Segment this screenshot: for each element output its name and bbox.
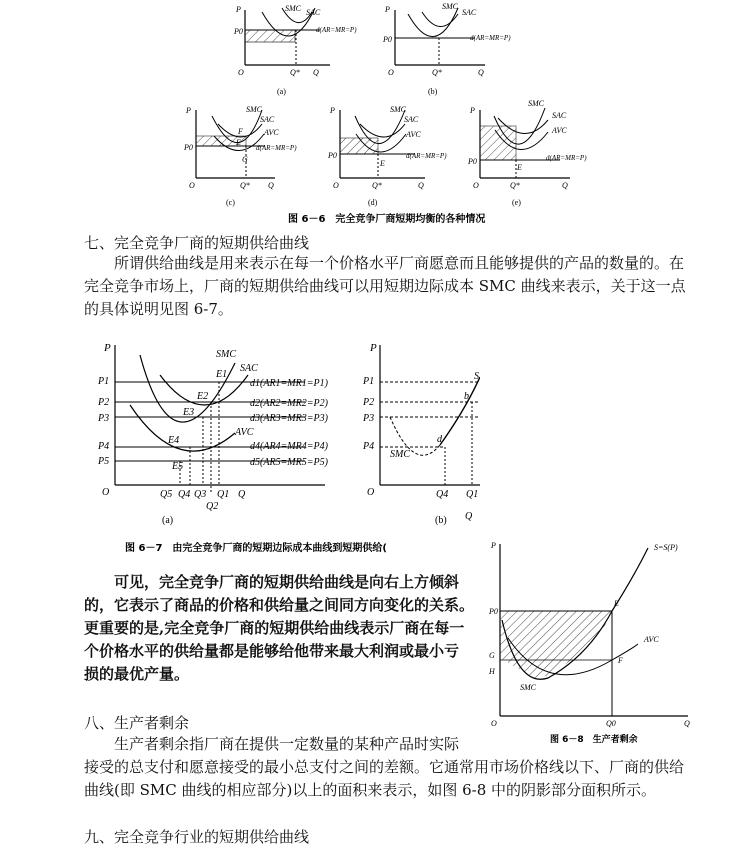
svg-text:Q2: Q2 <box>206 501 219 512</box>
svg-text:AVC: AVC <box>552 126 567 135</box>
fig68-caption: 图 6－8 生产者剩余 <box>550 735 638 745</box>
svg-text:d(AR=MR=P): d(AR=MR=P) <box>406 152 447 160</box>
fig66-panel-a <box>233 4 357 96</box>
svg-text:SAC: SAC <box>306 8 321 17</box>
svg-text:Q4: Q4 <box>436 489 449 500</box>
svg-text:SMC: SMC <box>390 449 410 460</box>
para-line: 所谓供给曲线是用来表示在每一个价格水平厂商愿意而且能够提供的产品的数量的。在 <box>114 254 685 272</box>
section-8-paragraph <box>84 756 724 802</box>
section-7-heading: 七、完全竞争厂商的短期供给曲线 <box>84 234 310 252</box>
svg-text:E2: E2 <box>197 391 209 402</box>
svg-text:O: O <box>473 181 479 190</box>
svg-text:P0: P0 <box>234 27 243 36</box>
svg-text:P: P <box>330 106 335 115</box>
svg-text:SAC: SAC <box>260 115 275 124</box>
svg-text:(a): (a) <box>162 515 174 526</box>
svg-text:G: G <box>242 155 248 164</box>
svg-text:(b): (b) <box>435 515 447 526</box>
svg-text:d2(AR2=MR2=P2): d2(AR2=MR2=P2) <box>250 398 328 409</box>
svg-text:Q*: Q* <box>432 68 442 77</box>
svg-text:Q: Q <box>268 181 274 190</box>
svg-text:SAC: SAC <box>462 8 477 17</box>
svg-text:G: G <box>489 651 495 660</box>
section-9-heading: 九、完全竞争行业的短期供给曲线 <box>84 828 310 846</box>
svg-text:E: E <box>517 163 522 172</box>
para-line: 接受的总支付和愿意接受的最小总支付之间的差额。它通常用市场价格线以下、厂商的供给 <box>84 758 685 776</box>
fig66-panel-b <box>382 2 511 96</box>
svg-text:SAC: SAC <box>404 115 419 124</box>
svg-text:Q*: Q* <box>510 181 520 190</box>
svg-text:SMC: SMC <box>528 99 544 108</box>
svg-text:AVC: AVC <box>644 635 659 644</box>
svg-text:SMC: SMC <box>246 105 262 114</box>
svg-text:P3: P3 <box>363 413 375 424</box>
svg-text:P1: P1 <box>98 376 110 387</box>
fig66-panel-e <box>467 99 587 207</box>
svg-text:E: E <box>380 159 385 168</box>
svg-text:O: O <box>238 68 244 77</box>
para-line: 曲线(即 SMC 曲线的相应部分)以上的面积来表示，如图 6-8 中的阴影部分面积所示。 <box>84 781 657 799</box>
svg-text:P5: P5 <box>98 456 110 467</box>
svg-text:d3(AR3=MR3=P3): d3(AR3=MR3=P3) <box>250 413 328 424</box>
para-line: 可见，完全竞争厂商的短期供给曲线是向右上方倾斜 <box>114 573 460 591</box>
section-8-heading: 八、生产者剩余 <box>84 714 190 732</box>
svg-text:P3: P3 <box>98 413 110 424</box>
svg-text:Q5: Q5 <box>160 489 173 500</box>
svg-text:P: P <box>470 106 475 115</box>
svg-text:d: d <box>437 434 442 445</box>
svg-text:Q*: Q* <box>372 181 382 190</box>
svg-text:Q*: Q* <box>290 68 300 77</box>
svg-text:O: O <box>367 487 375 498</box>
svg-text:P0: P0 <box>383 35 392 44</box>
svg-text:F: F <box>238 127 243 136</box>
svg-text:P: P <box>104 342 111 354</box>
svg-text:(a): (a) <box>277 87 286 96</box>
svg-text:Q4: Q4 <box>178 489 191 500</box>
svg-text:d5(AR5=MR5=P5): d5(AR5=MR5=P5) <box>250 457 328 468</box>
svg-text:P: P <box>491 541 496 550</box>
svg-text:Q*: Q* <box>240 181 250 190</box>
section-8-line1: 生产者剩余指厂商在提供一定数量的某种产品时实际 <box>114 735 460 753</box>
svg-text:AVC: AVC <box>406 130 421 139</box>
svg-text:d1(AR1=MR1=P1): d1(AR1=MR1=P1) <box>250 378 328 389</box>
svg-text:P: P <box>385 5 390 14</box>
para-line: 损的最优产量。 <box>84 665 190 683</box>
svg-text:P: P <box>370 342 377 354</box>
svg-text:P0: P0 <box>184 143 193 152</box>
svg-text:E5: E5 <box>172 461 184 472</box>
svg-text:AVC: AVC <box>235 427 254 438</box>
para-line: 的具体说明见图 6-7。 <box>84 300 233 318</box>
svg-text:P0: P0 <box>328 151 337 160</box>
svg-text:Q: Q <box>313 68 319 77</box>
fig66-panel-c <box>183 105 297 207</box>
svg-text:P0: P0 <box>468 157 477 166</box>
svg-text:Q3: Q3 <box>194 489 207 500</box>
svg-text:Q: Q <box>684 719 690 728</box>
fig66-panel-d <box>327 105 447 207</box>
svg-text:P0: P0 <box>489 607 498 616</box>
svg-text:O: O <box>189 181 195 190</box>
svg-text:E4: E4 <box>168 435 180 446</box>
svg-text:P: P <box>186 106 191 115</box>
svg-text:E: E <box>614 599 619 608</box>
svg-text:H: H <box>489 667 495 676</box>
svg-text:Q0: Q0 <box>606 719 616 728</box>
svg-text:d(AR=MR=P): d(AR=MR=P) <box>546 154 587 162</box>
conclusion-paragraph <box>84 571 484 686</box>
svg-text:d(AR=MR=P): d(AR=MR=P) <box>316 26 357 34</box>
figure-6-8 <box>488 538 700 750</box>
svg-text:Q1: Q1 <box>217 489 230 500</box>
fig66-caption: 图 6－6 完全竞争厂商短期均衡的各种情况 <box>288 214 486 225</box>
svg-text:P2: P2 <box>363 397 375 408</box>
svg-text:Q: Q <box>418 181 424 190</box>
svg-text:d(AR=MR=P): d(AR=MR=P) <box>256 144 297 152</box>
svg-text:S=S(P): S=S(P) <box>654 543 678 552</box>
svg-text:O: O <box>491 719 497 728</box>
para-line: 个价格水平的供给量都是能够给他带来最大利润或最小亏 <box>84 642 460 660</box>
para-line: 完全竞争市场上，厂商的短期供给曲线可以用短期边际成本 SMC 曲线来表示，关于这一点 <box>84 277 686 295</box>
svg-text:F: F <box>618 656 623 665</box>
fig67-caption: 图 6－7 由完全竞争厂商的短期边际成本曲线到短期供给( <box>125 543 387 554</box>
svg-text:Q: Q <box>238 489 246 500</box>
svg-text:O: O <box>333 181 339 190</box>
svg-text:P4: P4 <box>363 441 375 452</box>
section-7-paragraph <box>84 252 724 321</box>
svg-text:Q: Q <box>465 511 473 522</box>
svg-text:SMC: SMC <box>216 349 236 360</box>
svg-text:Q: Q <box>478 68 484 77</box>
svg-text:O: O <box>388 68 394 77</box>
svg-text:SMC: SMC <box>520 683 536 692</box>
svg-text:P: P <box>236 5 241 14</box>
figure-6-6 <box>0 0 753 230</box>
svg-text:SMC: SMC <box>390 105 406 114</box>
svg-text:Q: Q <box>562 181 568 190</box>
svg-text:b: b <box>464 391 469 402</box>
svg-text:SAC: SAC <box>552 111 567 120</box>
svg-text:S: S <box>474 371 479 382</box>
svg-text:SMC: SMC <box>442 2 458 11</box>
svg-text:E: E <box>236 138 241 147</box>
svg-text:(c): (c) <box>226 198 235 207</box>
svg-text:P4: P4 <box>98 441 110 452</box>
svg-text:AVC: AVC <box>264 128 279 137</box>
svg-text:Q1: Q1 <box>466 489 479 500</box>
svg-text:SMC: SMC <box>285 4 301 13</box>
svg-text:P2: P2 <box>98 397 110 408</box>
svg-text:d4(AR4=MR4=P4): d4(AR4=MR4=P4) <box>250 441 328 452</box>
svg-text:O: O <box>102 487 110 498</box>
svg-text:(b): (b) <box>428 87 438 96</box>
svg-text:P1: P1 <box>363 376 375 387</box>
svg-text:(e): (e) <box>512 198 521 207</box>
svg-text:E1: E1 <box>216 369 228 380</box>
svg-text:d(AR=MR=P): d(AR=MR=P) <box>470 34 511 42</box>
svg-text:SAC: SAC <box>240 363 258 374</box>
para-line: 的，它表示了商品的价格和供给量之间同方向变化的关系。 <box>84 596 475 614</box>
svg-text:E3: E3 <box>183 407 195 418</box>
figure-6-7 <box>80 335 480 557</box>
svg-text:(d): (d) <box>368 198 378 207</box>
para-line: 更重要的是,完全竞争厂商的短期供给曲线表示厂商在每一 <box>84 619 465 637</box>
